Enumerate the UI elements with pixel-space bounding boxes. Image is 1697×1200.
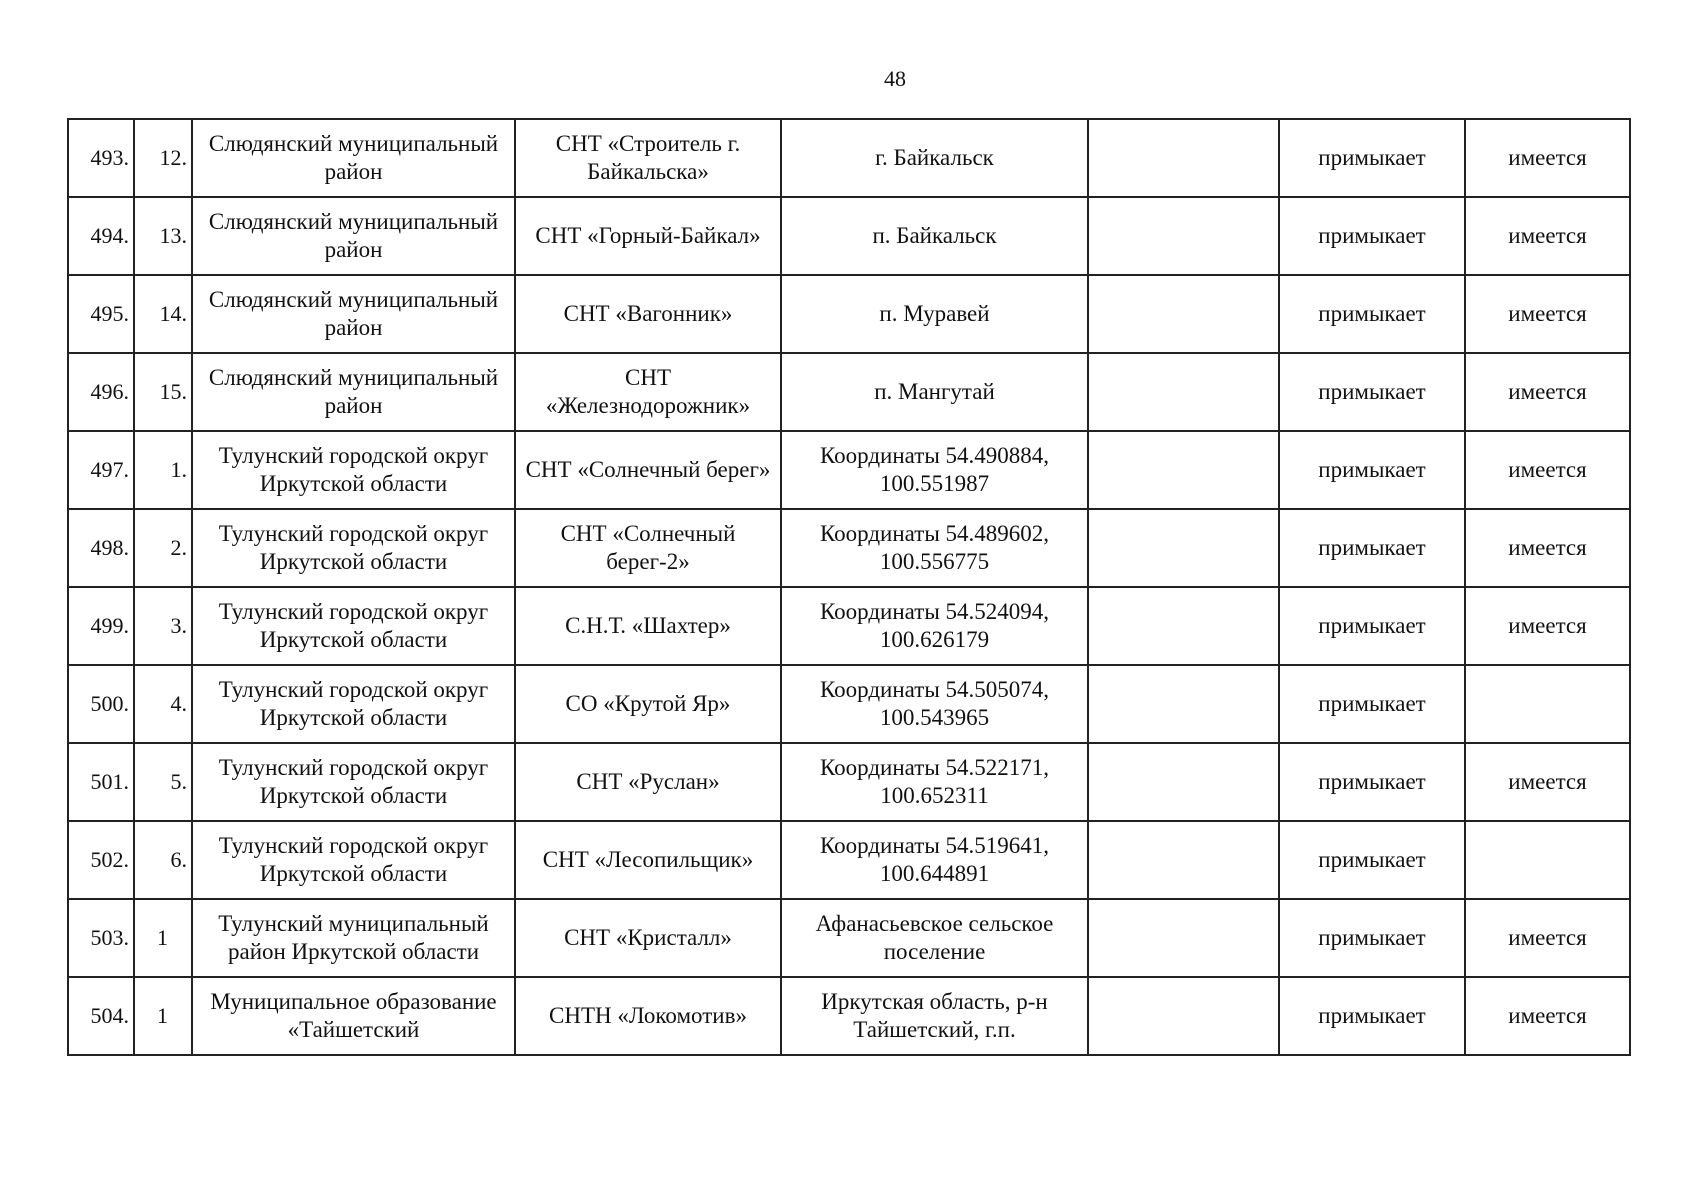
district-cell: Тулунский городской округ Иркутской области [192,743,515,821]
location-cell: Афанасьевское сельское поселение [781,899,1088,977]
district-cell: Тулунский городской округ Иркутской области [192,821,515,899]
blank-cell [1088,509,1279,587]
adjacency-cell: примыкает [1279,431,1465,509]
sub-number-cell: 15. [134,353,192,431]
district-cell: Слюдянский муниципальный район [192,275,515,353]
status-cell: имеется [1465,353,1630,431]
row-index-cell: 495. [68,275,134,353]
district-cell: Тулунский городской округ Иркутской области [192,509,515,587]
page-number: 48 [884,66,906,91]
adjacency-cell: примыкает [1279,197,1465,275]
table-row [68,119,1630,197]
table-row [68,587,1630,665]
adjacency-cell: примыкает [1279,509,1465,587]
location-cell: Иркутская область, р-н Тайшетский, г.п. [781,977,1088,1055]
sub-number-cell: 6. [134,821,192,899]
location-cell: Координаты 54.524094, 100.626179 [781,587,1088,665]
blank-cell [1088,275,1279,353]
status-cell: имеется [1465,899,1630,977]
row-index-cell: 493. [68,119,134,197]
location-cell: г. Байкальск [781,119,1088,197]
row-index-cell: 497. [68,431,134,509]
organization-name-cell: СНТН «Локомотив» [515,977,781,1055]
organization-name-cell: СНТ «Руслан» [515,743,781,821]
sub-number-cell: 2. [134,509,192,587]
blank-cell [1088,431,1279,509]
district-cell: Тулунский городской округ Иркутской области [192,431,515,509]
district-cell: Тулунский городской округ Иркутской области [192,587,515,665]
status-cell: имеется [1465,275,1630,353]
organization-name-cell: СНТ «Строитель г. Байкальска» [515,119,781,197]
row-index-cell: 499. [68,587,134,665]
sub-number-cell: 3. [134,587,192,665]
organization-name-cell: СО «Крутой Яр» [515,665,781,743]
blank-cell [1088,665,1279,743]
sub-number-cell: 1 [134,899,192,977]
adjacency-cell: примыкает [1279,353,1465,431]
adjacency-cell: примыкает [1279,587,1465,665]
table-row [68,509,1630,587]
location-cell: Координаты 54.505074, 100.543965 [781,665,1088,743]
organization-name-cell: СНТ «Солнечный берег» [515,431,781,509]
organization-name-cell: СНТ «Горный-Байкал» [515,197,781,275]
adjacency-cell: примыкает [1279,665,1465,743]
adjacency-cell: примыкает [1279,821,1465,899]
row-index-cell: 500. [68,665,134,743]
row-index-cell: 498. [68,509,134,587]
location-cell: п. Муравей [781,275,1088,353]
blank-cell [1088,197,1279,275]
blank-cell [1088,977,1279,1055]
organization-name-cell: С.Н.Т. «Шахтер» [515,587,781,665]
status-cell [1465,821,1630,899]
status-cell: имеется [1465,587,1630,665]
location-cell: п. Мангутай [781,353,1088,431]
row-index-cell: 494. [68,197,134,275]
blank-cell [1088,899,1279,977]
status-cell [1465,665,1630,743]
location-cell: Координаты 54.489602, 100.556775 [781,509,1088,587]
district-cell: Тулунский городской округ Иркутской области [192,665,515,743]
organization-name-cell: СНТ «Солнечный берег-2» [515,509,781,587]
registry-table [67,118,1631,1056]
sub-number-cell: 1. [134,431,192,509]
location-cell: Координаты 54.490884, 100.551987 [781,431,1088,509]
table-row [68,899,1630,977]
status-cell: имеется [1465,977,1630,1055]
location-cell: Координаты 54.522171, 100.652311 [781,743,1088,821]
district-cell: Слюдянский муниципальный район [192,353,515,431]
organization-name-cell: СНТ «Лесопильщик» [515,821,781,899]
blank-cell [1088,743,1279,821]
adjacency-cell: примыкает [1279,119,1465,197]
table-row [68,431,1630,509]
adjacency-cell: примыкает [1279,899,1465,977]
district-cell: Тулунский муниципальный район Иркутской области [192,899,515,977]
status-cell: имеется [1465,743,1630,821]
organization-name-cell: СНТ «Вагонник» [515,275,781,353]
blank-cell [1088,587,1279,665]
row-index-cell: 502. [68,821,134,899]
adjacency-cell: примыкает [1279,743,1465,821]
table-row [68,197,1630,275]
table-row [68,665,1630,743]
row-index-cell: 501. [68,743,134,821]
table-row [68,821,1630,899]
table-row [68,743,1630,821]
table-row [68,353,1630,431]
sub-number-cell: 4. [134,665,192,743]
status-cell: имеется [1465,197,1630,275]
district-cell: Слюдянский муниципальный район [192,119,515,197]
blank-cell [1088,821,1279,899]
table-row [68,977,1630,1055]
sub-number-cell: 13. [134,197,192,275]
district-cell: Слюдянский муниципальный район [192,197,515,275]
sub-number-cell: 12. [134,119,192,197]
sub-number-cell: 5. [134,743,192,821]
district-cell: Муниципальное образование «Тайшетский [192,977,515,1055]
organization-name-cell: СНТ «Кристалл» [515,899,781,977]
adjacency-cell: примыкает [1279,275,1465,353]
row-index-cell: 496. [68,353,134,431]
row-index-cell: 503. [68,899,134,977]
table-row [68,275,1630,353]
sub-number-cell: 14. [134,275,192,353]
location-cell: п. Байкальск [781,197,1088,275]
location-cell: Координаты 54.519641, 100.644891 [781,821,1088,899]
sub-number-cell: 1 [134,977,192,1055]
blank-cell [1088,119,1279,197]
status-cell: имеется [1465,509,1630,587]
blank-cell [1088,353,1279,431]
adjacency-cell: примыкает [1279,977,1465,1055]
status-cell: имеется [1465,431,1630,509]
row-index-cell: 504. [68,977,134,1055]
organization-name-cell: СНТ «Железнодорожник» [515,353,781,431]
status-cell: имеется [1465,119,1630,197]
